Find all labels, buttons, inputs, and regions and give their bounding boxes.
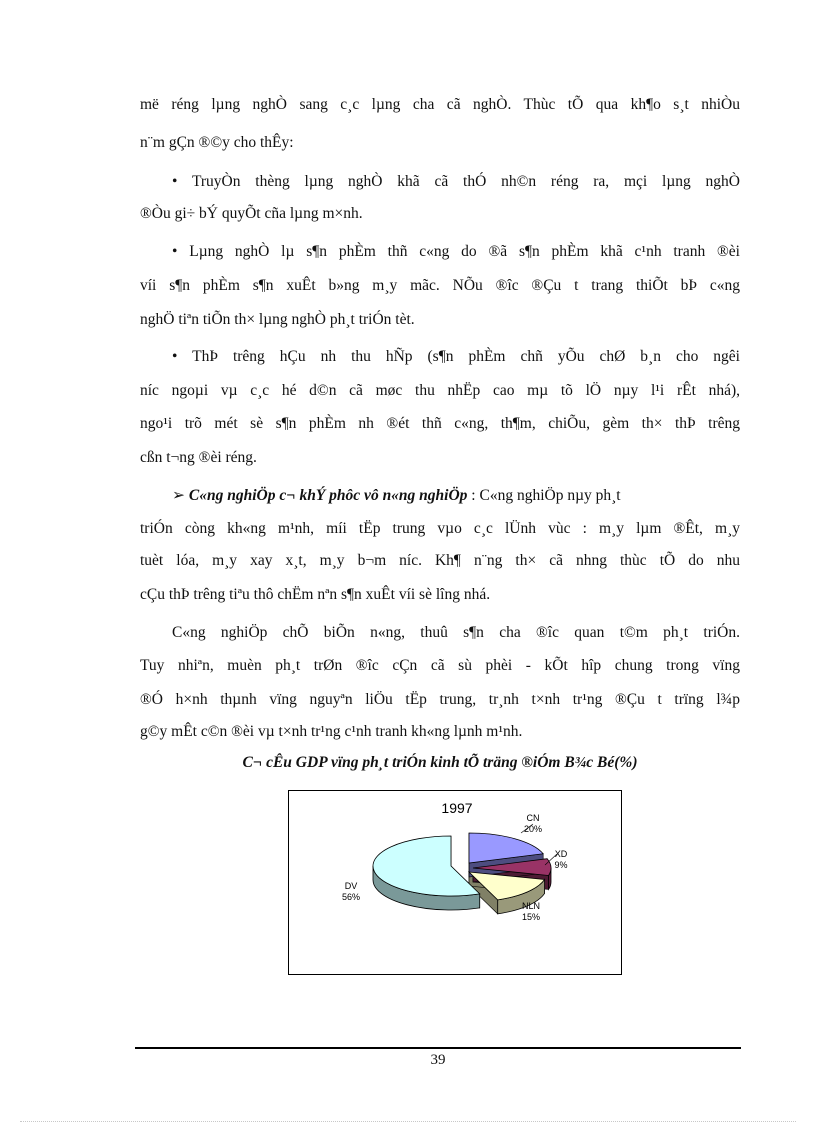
section-heading (172, 486, 740, 506)
pie-label-nln: NLN (521, 901, 541, 911)
page-bottom-border (20, 1121, 796, 1122)
pie-label-dv: DV (344, 881, 358, 891)
gdp-pie-chart (288, 790, 622, 975)
text-line: cÇu thÞ trêng tiªu thô chËm nªn s¶n xuÊt víi sè lîng nhá. (140, 586, 491, 603)
pie-value-dv: 56% (341, 892, 361, 902)
text-line: níc ngoµi vµ c¸c hé d©n cã møc thu nhËp cao mµ tõ lÖ nµy l¹i rÊt nhá), (140, 382, 740, 399)
chart-caption: C¬ cÊu GDP vïng ph¸t triÓn kinh tÕ träng ®iÓm B¾c Bé(%) (242, 754, 638, 771)
text-line: víi s¶n phÈm s¶n xuÊt b»ng m¸y mãc. NÕu ®îc ®Çu t trang thiÕt bÞ c«ng (140, 277, 740, 294)
text-line: tuèt lóa, m¸y xay x¸t, m¸y b¬m níc. Kh¶ n¨ng th× cã nhng thùc tÕ do nhu (140, 552, 740, 569)
pie-chart-svg (289, 791, 621, 974)
text-line: g©y mÊt c©n ®èi vµ t×nh tr¹ng c¹nh tranh kh«ng lµnh m¹nh. (140, 723, 523, 740)
bullet-line: • ThÞ trêng hÇu nh thu hÑp (s¶n phÈm chñ yÕu chØ b¸n cho ngêi (172, 348, 740, 365)
heading-rest: : C«ng nghiÖp nµy ph¸t (467, 487, 621, 504)
text-line: C«ng nghiÖp chÕ biÕn n«ng, thuû s¶n cha ®îc quan t©m ph¸t triÓn. (172, 624, 740, 641)
text-line: ®Ó h×nh thµnh vïng nguyªn liÖu tËp trung, tr¸nh t×nh tr¹ng ®Çu t trïng l¾p (140, 691, 740, 708)
heading-title: C«ng nghiÖp c¬ khÝ phôc vô n«ng nghiÖp (188, 487, 468, 504)
text-line: n¨m gÇn ®©y cho thÊy: (140, 134, 294, 151)
page-number: 39 (430, 1052, 446, 1068)
pie-value-cn: 20% (523, 824, 543, 834)
text-line: më réng lµng nghÒ sang c¸c lµng cha cã nghÒ. Thùc tÕ qua kh¶o s¸t nhiÒu (140, 96, 740, 113)
text-line: cßn t¬ng ®èi réng. (140, 449, 257, 466)
text-line: nghÖ tiªn tiÕn th× lµng nghÒ ph¸t triÓn tèt. (140, 311, 415, 328)
pie-label-cn: CN (526, 813, 540, 823)
arrow-bullet-icon: ➢ (172, 487, 185, 504)
bullet-line: • TruyÒn thèng lµng nghÒ khã cã thÓ nh©n réng ra, mçi lµng nghÒ (172, 173, 740, 190)
pie-value-nln: 15% (521, 912, 541, 922)
text-line: ngo¹i trõ mét sè s¶n phÈm nh ®ét thñ c«ng, th¶m, chiÕu, gèm th× thÞ trêng (140, 415, 740, 432)
text-line: ®Òu gi÷ bÝ quyÕt cña lµng m×nh. (140, 205, 363, 222)
footer-rule (135, 1047, 741, 1049)
chart-title: 1997 (441, 800, 473, 816)
text-line: Tuy nhiªn, muèn ph¸t trØn ®îc cÇn cã sù phèi - kÕt hîp chung trong vïng (140, 657, 740, 674)
text-line: triÓn còng kh«ng m¹nh, míi tËp trung vµo c¸c lÜnh vùc : m¸y lµm ®Êt, m¸y (140, 520, 740, 537)
pie-label-xd: XD (554, 849, 568, 859)
pie-value-xd: 9% (554, 860, 568, 870)
bullet-line: • Lµng nghÒ lµ s¶n phÈm thñ c«ng do ®ã s¶n phÈm khã c¹nh tranh ®èi (172, 243, 740, 260)
